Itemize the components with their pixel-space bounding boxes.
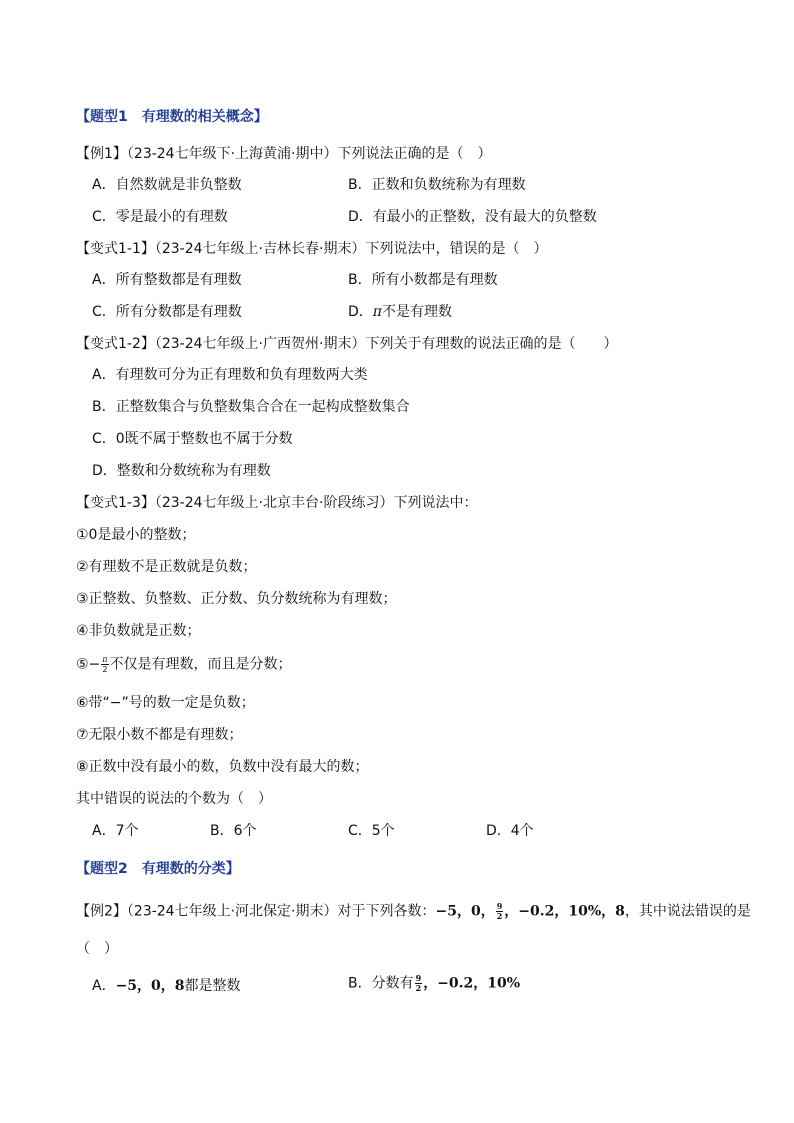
variant-1-1-option-b: B．所有小数都是有理数 <box>348 272 498 288</box>
example-2-stem <box>76 902 751 921</box>
fraction-denominator: 2 <box>496 911 503 921</box>
example-1-option-d: D．有最小的正整数，没有最大的负整数 <box>348 209 597 225</box>
variant-1-1-option-c: C．所有分数都是有理数 <box>92 304 242 320</box>
fraction-denominator: 2 <box>102 665 108 674</box>
variant-1-2-option-d: D．整数和分数统称为有理数 <box>92 463 271 479</box>
number-list-part-1: −5，0， <box>435 903 495 920</box>
option-label: A． <box>92 978 116 994</box>
variant-1-3-option-a: A．7个 <box>92 823 139 839</box>
variant-1-2-option-b: B．正整数集合与负整数集合合在一起构成整数集合 <box>92 399 410 415</box>
option-b-prefix: B．分数有 <box>348 975 414 992</box>
statement-5-prefix: ⑤− <box>76 656 101 673</box>
example-1-stem: 【例1】（23-24七年级下·上海黄浦·期中）下列说法正确的是（ ） <box>76 146 492 162</box>
fraction-numerator: 9 <box>496 901 503 911</box>
option-label: D． <box>348 304 373 320</box>
example-2-stem-prefix: 【例2】（23-24七年级上·河北保定·期末）对于下列各数： <box>76 903 436 920</box>
option-a-text: 都是整数 <box>184 978 241 994</box>
example-1-option-b: B．正数和负数统称为有理数 <box>348 177 526 193</box>
statement-5-text: 不仅是有理数，而且是分数； <box>109 656 292 673</box>
statement-2: ②有理数不是正数就是负数； <box>76 559 257 575</box>
pi-symbol: π <box>372 304 382 320</box>
option-text: 不是有理数 <box>381 304 452 320</box>
variant-1-3-question: 其中错误的说法的个数为（ ） <box>76 791 272 807</box>
example-2-option-b <box>348 974 520 993</box>
variant-1-1-stem: 【变式1-1】（23-24七年级上·吉林长春·期末）下列说法中，错误的是（ ） <box>76 241 548 257</box>
variant-1-2-option-a: A．有理数可分为正有理数和负有理数两大类 <box>92 367 368 383</box>
example-1-option-a: A．自然数就是非负整数 <box>92 177 242 193</box>
nine-halves-fraction <box>496 902 504 921</box>
variant-1-3-option-c: C．5个 <box>348 823 395 839</box>
statement-4: ④非负数就是正数； <box>76 623 201 639</box>
statement-1: ①0是最小的整数； <box>76 527 196 543</box>
option-a-numbers: −5，0，8 <box>115 978 185 994</box>
example-2-stem-line-2: （ ） <box>76 941 118 957</box>
fraction-denominator: 2 <box>415 983 422 993</box>
statement-7: ⑦无限小数不都是有理数； <box>76 727 243 743</box>
statement-8: ⑧正数中没有最小的数，负数中没有最大的数； <box>76 759 369 775</box>
fraction-numerator: π <box>102 655 108 664</box>
variant-1-1-option-d <box>348 303 452 321</box>
statement-3: ③正整数、负整数、正分数、负分数统称为有理数； <box>76 591 397 607</box>
section-heading-1: 【题型1 有理数的相关概念】 <box>76 109 268 125</box>
example-1-option-c: C．零是最小的有理数 <box>92 209 228 225</box>
variant-1-3-stem: 【变式1-3】（23-24七年级上·北京丰台·阶段练习）下列说法中： <box>76 495 478 511</box>
option-b-numbers: ，−0.2，10% <box>423 975 521 992</box>
nine-halves-fraction <box>415 974 423 993</box>
variant-1-2-option-c: C．0既不属于整数也不属于分数 <box>92 431 293 447</box>
variant-1-3-option-b: B．6个 <box>210 823 257 839</box>
pi-over-2-fraction <box>101 655 108 674</box>
variant-1-2-stem: 【变式1-2】（23-24七年级上·广西贺州·期末）下列关于有理数的说法正确的是（ ） <box>76 336 618 352</box>
number-list-part-2: ，−0.2，10%，8 <box>504 903 625 920</box>
variant-1-1-option-a: A．所有整数都是有理数 <box>92 272 242 288</box>
section-heading-2: 【题型2 有理数的分类】 <box>76 861 240 877</box>
variant-1-3-option-d: D．4个 <box>486 823 534 839</box>
example-2-stem-suffix: ，其中说法错误的是 <box>624 903 751 920</box>
statement-6: ⑥带“−”号的数一定是负数； <box>76 695 255 711</box>
fraction-numerator: 9 <box>415 973 422 983</box>
statement-5 <box>76 655 292 674</box>
example-2-option-a <box>92 977 241 995</box>
